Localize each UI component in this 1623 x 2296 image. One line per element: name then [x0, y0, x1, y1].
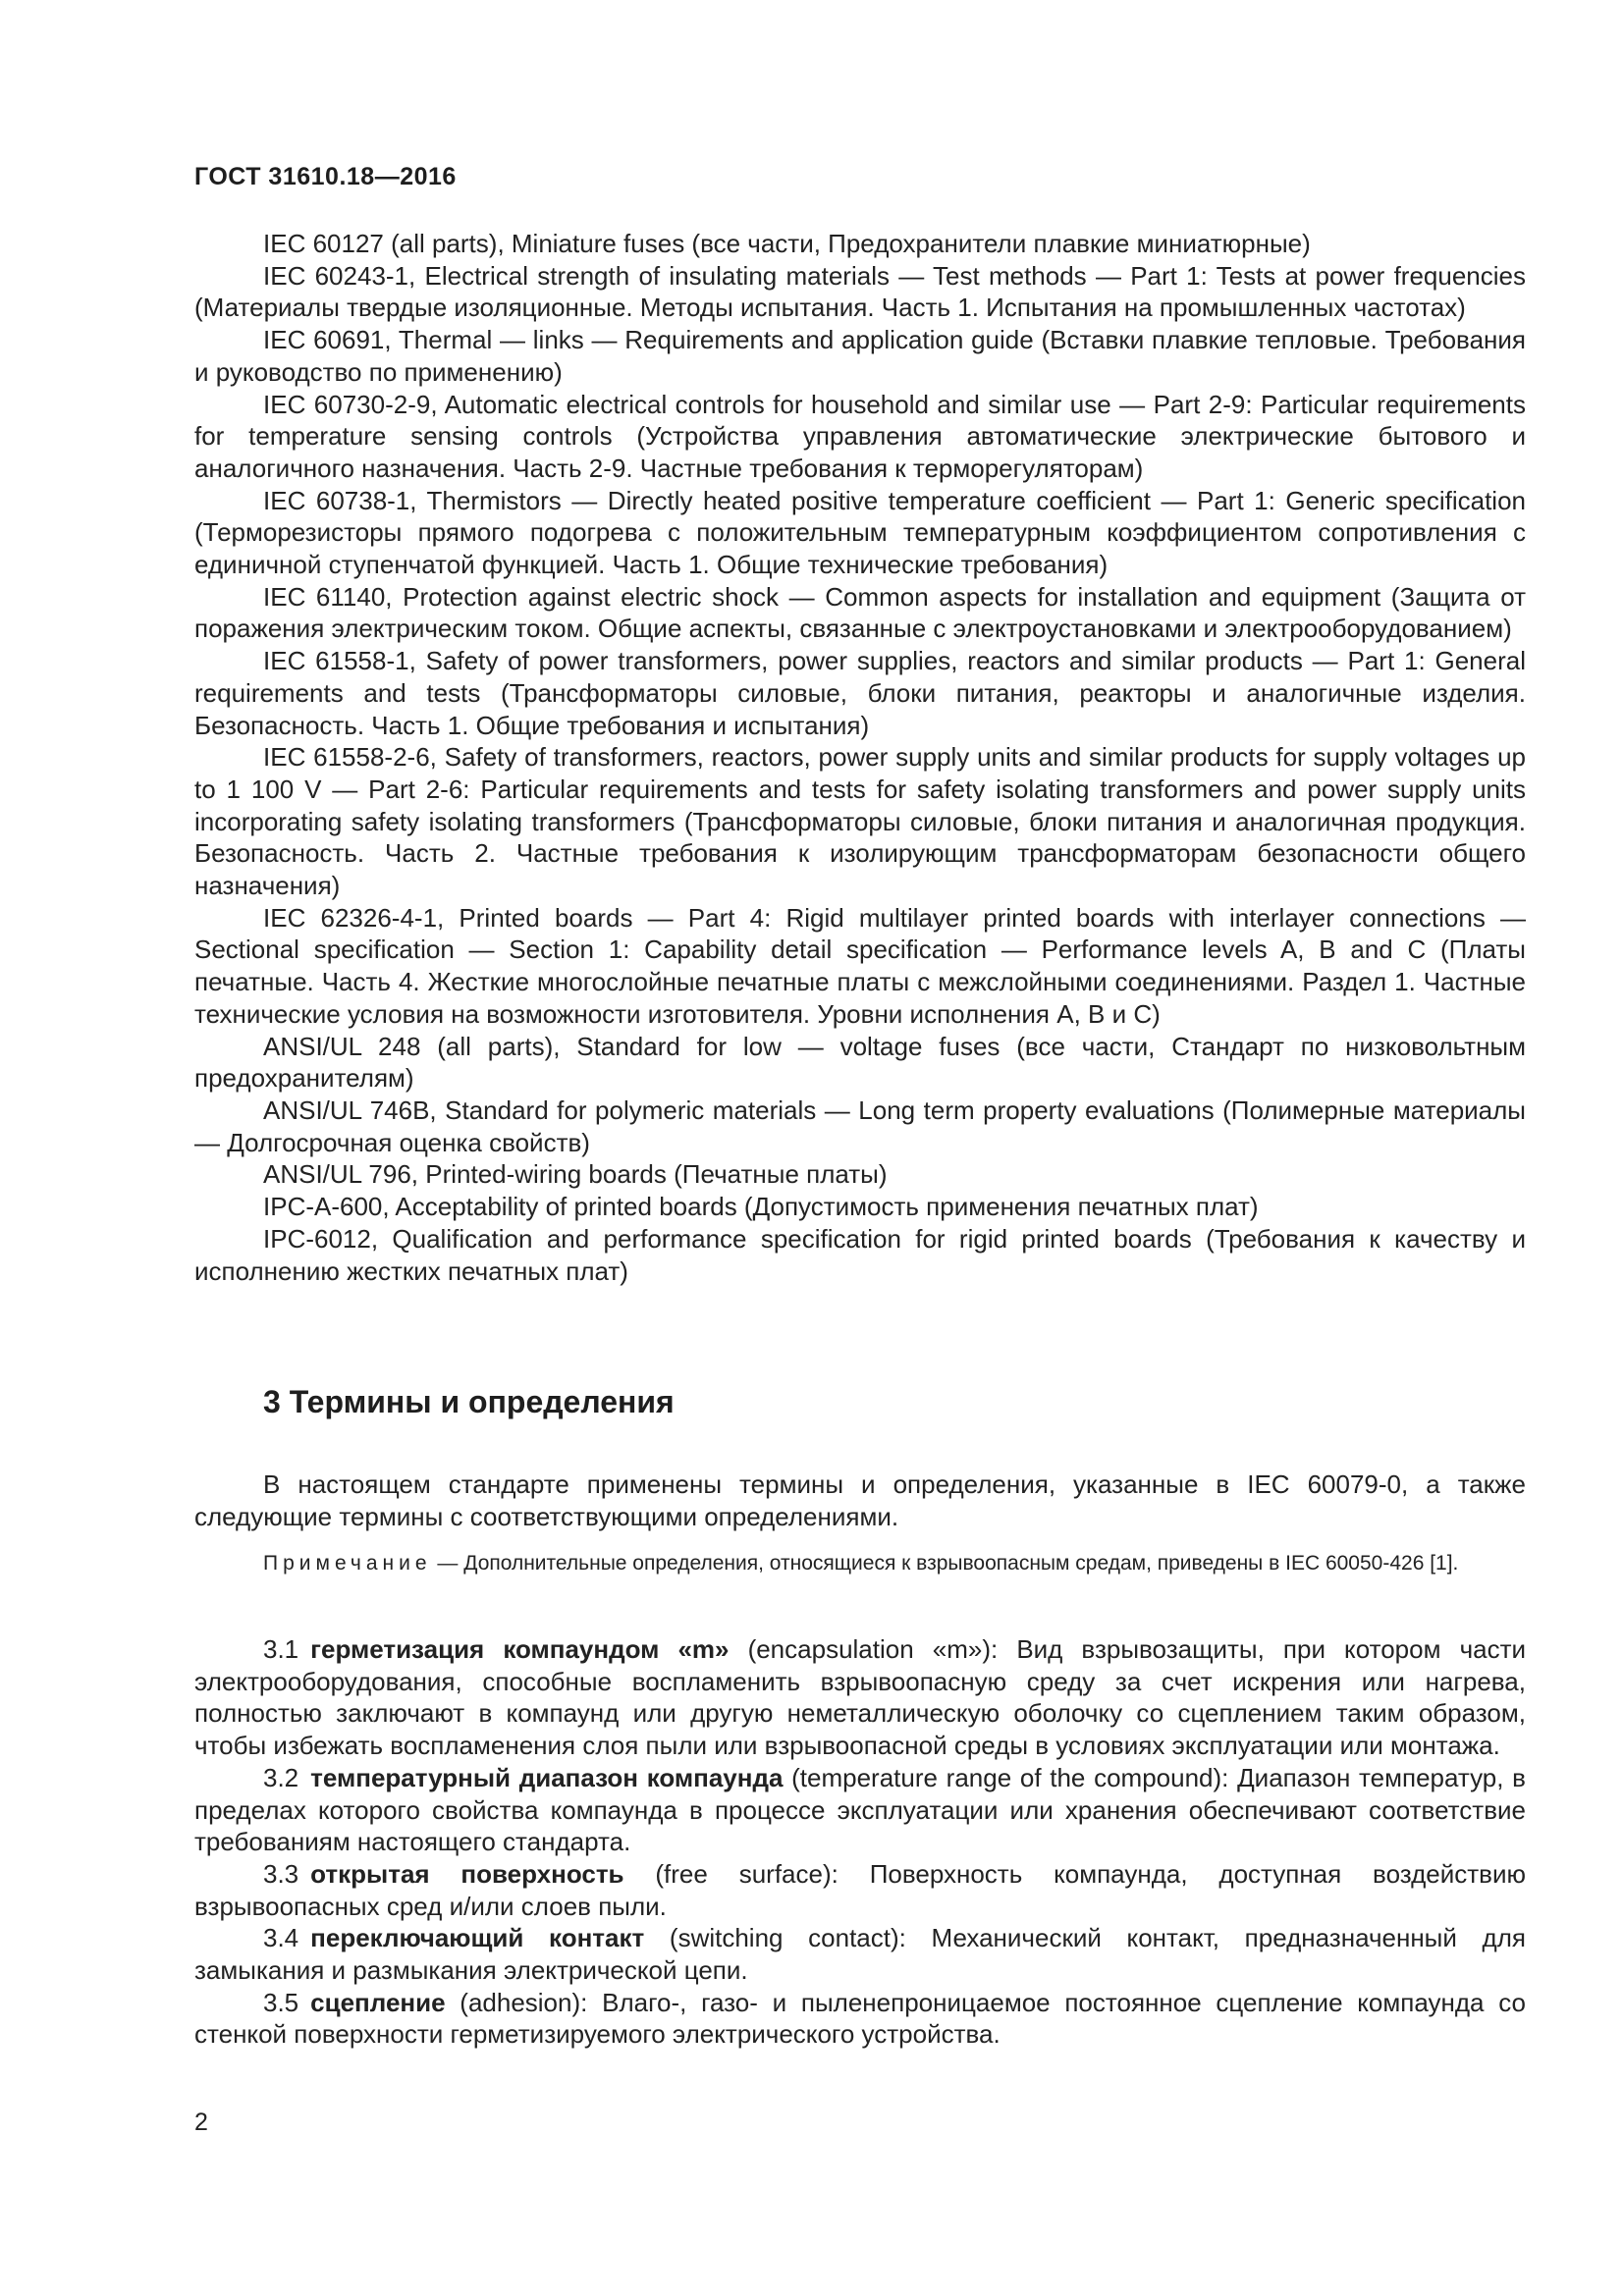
reference-item: IEC 61140, Protection against electric shock — Common aspects for installation and equipment (Защита от поражения электрическим током. Общие аспекты, связанные с электроустановками и электрооборудованием) — [194, 581, 1526, 644]
intro-paragraph: В настоящем стандарте применены термины и определения, указанные в IEC 60079-0, а также следующие термины с соответствующими определениями. — [194, 1469, 1526, 1531]
term-english: (temperature range of the compound): — [783, 1762, 1238, 1792]
term-number: 3.2 — [263, 1762, 299, 1792]
term-name: герметизация компаундом «m» — [310, 1634, 730, 1664]
term-definition: Диапазон температур, в пределах которого свойства компаунда в процессе эксплуатации или хранения обеспечивают соответствие требованиям настоящего стандарта. — [194, 1762, 1526, 1857]
term-english: (free surface): — [623, 1858, 870, 1889]
term-name: сцепление — [310, 1987, 446, 2017]
normative-references-list — [194, 228, 1526, 1287]
term-definition: Поверхность компаунда, доступная воздействию взрывоопасных сред и/или слоев пыли. — [194, 1858, 1526, 1921]
reference-item: IEC 60127 (all parts), Miniature fuses (все части, Предохранители плавкие миниатюрные) — [263, 229, 1311, 258]
reference-item: ANSI/UL 248 (all parts), Standard for low — voltage fuses (все части, Стандарт по низковольтным предохранителям) — [194, 1031, 1526, 1094]
note-label: Примечание — [263, 1552, 432, 1575]
term-definition: Влаго-, газо- и пыленепроницаемое постоянное сцепление компаунда со стенкой поверхности герметизируемого электрического устройства. — [194, 1987, 1526, 2050]
reference-item: ANSI/UL 796, Printed-wiring boards (Печатные платы) — [263, 1159, 888, 1190]
term-definition: Механический контакт, предназначенный для замыкания и размыкания электрической цепи. — [194, 1923, 1526, 1986]
reference-item: IEC 61558-1, Safety of power transformers, power supplies, reactors and similar products — Part 1: General requirements and tests (Трансформаторы силовые, блоки питания, реакторы и аналогичные изделия. Безопасность. Часть 1. Общие требования и испытания) — [194, 646, 1526, 740]
term-entry — [194, 1858, 1526, 1922]
section-intro — [194, 1468, 1526, 1532]
term-definition: Вид взрывозащиты, при котором части электрооборудования, способные воспламенить взрывоопасную среду за счет искрения или нагрева, полностью заключают в компаунд или другую неметаллическую оболочку со сцеплением таким образом, чтобы избежать воспламенения слоя пыли или взрывоопасной среды в условиях эксплуатации или монтажа. — [194, 1634, 1526, 1761]
standard-header: ГОСТ 31610.18—2016 — [194, 163, 457, 190]
section-note — [194, 1549, 1526, 1578]
reference-item: IEC 60738-1, Thermistors — Directly heated positive temperature coefficient — Part 1: Generic specification (Терморезисторы прямого подогрева с положительным температурным коэффициентом сопротивления с единичной ступенчатой функцией. Часть 1. Общие технические требования) — [194, 485, 1526, 580]
term-entry — [194, 1633, 1526, 1762]
terms-list — [194, 1633, 1526, 2051]
reference-item: IPC-A-600, Acceptability of printed boards (Допустимость применения печатных плат) — [263, 1192, 1259, 1222]
reference-item: IEC 62326-4-1, Printed boards — Part 4: Rigid multilayer printed boards with interlayer connections — Sectional specification — Section 1: Capability detail specification — Performance levels A, B and C (Платы печатные. Часть 4. Жесткие многослойные печатные платы с межслойными соединениями. Раздел 1. Частные технические условия на возможности изготовителя. Уровни исполнения А, В и С) — [194, 902, 1526, 1029]
reference-item: IPC-6012, Qualification and performance specification for rigid printed boards (Требования к качеству и исполнению жестких печатных плат) — [194, 1223, 1526, 1286]
term-english: (encapsulation «m»): — [729, 1634, 1017, 1664]
term-english: (switching contact): — [644, 1923, 932, 1953]
page-number: 2 — [194, 2109, 208, 2136]
reference-item: ANSI/UL 746B, Standard for polymeric materials — Long term property evaluations (Полимерные материалы — Долгосрочная оценка свойств) — [194, 1095, 1526, 1157]
reference-item: IEC 60243-1, Electrical strength of insulating materials — Test methods — Part 1: Tests at power frequencies (Материалы твердые изоляционные. Методы испытания. Часть 1. Испытания на промышленных частотах) — [194, 260, 1526, 323]
reference-item: IEC 60730-2-9, Automatic electrical controls for household and similar use — Part 2-9: Particular requirements for temperature sensing controls (Устройства управления автоматические электрические бытового и аналогичного назначения. Часть 2-9. Частные требования к терморегуляторам) — [194, 389, 1526, 483]
term-number: 3.1 — [263, 1634, 299, 1664]
term-name: переключающий контакт — [310, 1923, 645, 1953]
note-text: — Дополнительные определения, относящиеся к взрывоопасным средам, приведены в IEC 60050-426 [1]. — [431, 1552, 1459, 1575]
term-number: 3.3 — [263, 1858, 299, 1889]
term-english: (adhesion): — [445, 1987, 603, 2017]
reference-item: IEC 61558-2-6, Safety of transformers, reactors, power supply units and similar products for supply voltages up to 1 100 V — Part 2-6: Particular requirements and tests for safety isolating transformers and power supply units incorporating safety isolating transformers (Трансформаторы силовые, блоки питания и аналогичная продукция. Безопасность. Часть 2. Частные требования к изолирующим трансформаторам безопасности общего назначения) — [194, 742, 1526, 901]
term-name: температурный диапазон компаунда — [310, 1762, 784, 1792]
term-entry — [194, 1987, 1526, 2051]
term-entry — [194, 1922, 1526, 1986]
term-number: 3.4 — [263, 1923, 299, 1953]
term-entry — [194, 1762, 1526, 1858]
reference-item: IEC 60691, Thermal — links — Requirements and application guide (Вставки плавкие тепловые. Требования и руководство по применению) — [194, 325, 1526, 387]
term-number: 3.5 — [263, 1987, 299, 2017]
note-paragraph — [194, 1549, 1526, 1578]
term-name: открытая поверхность — [310, 1858, 624, 1889]
section-heading: 3 Термины и определения — [263, 1384, 675, 1419]
